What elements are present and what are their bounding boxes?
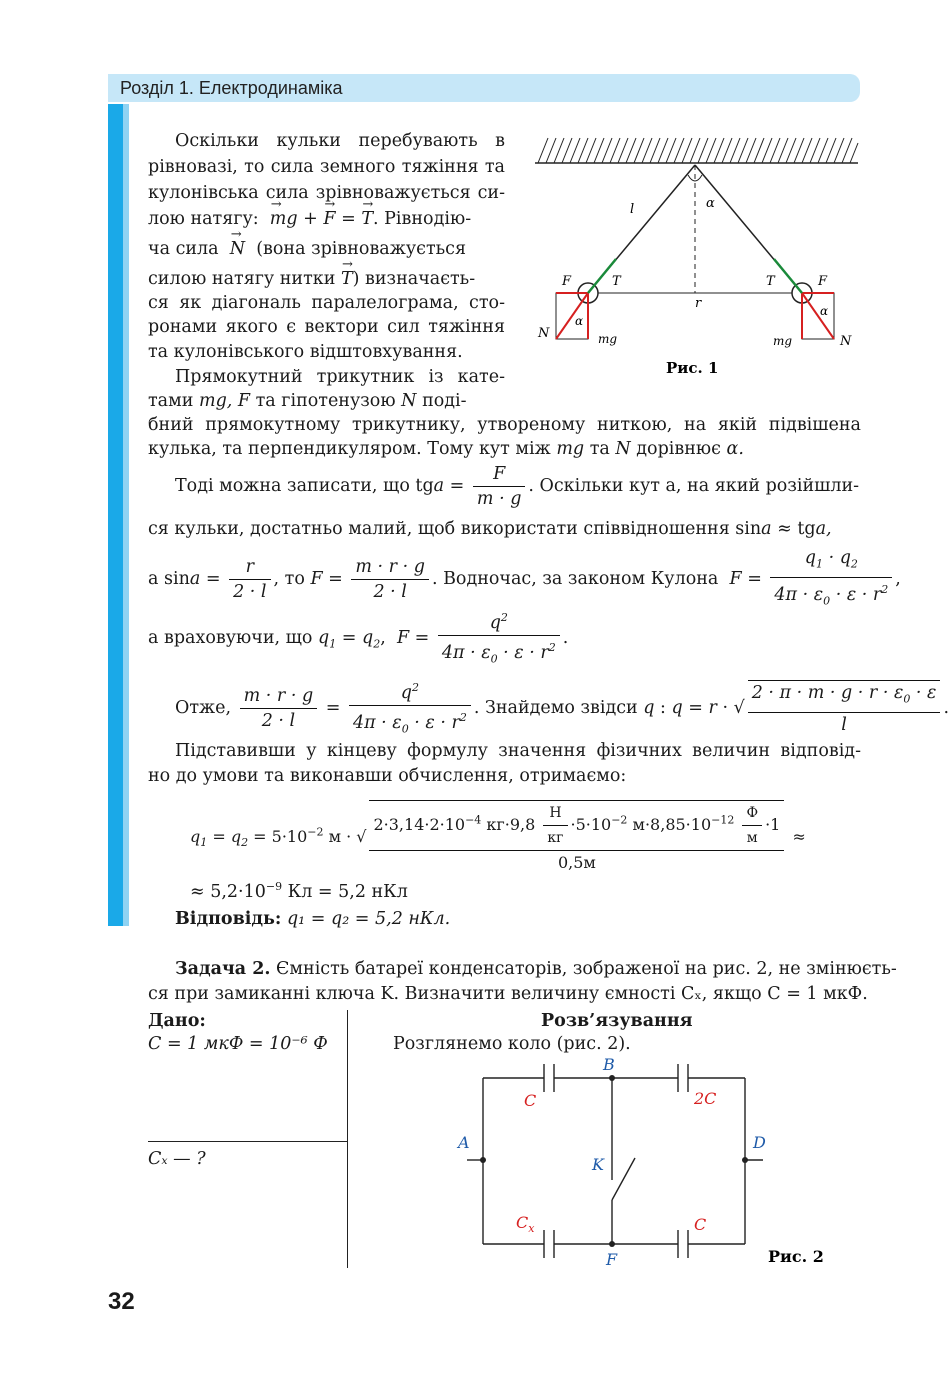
- sidebar-accent-bar-light: [123, 104, 129, 926]
- given-divider-vertical: [347, 1010, 348, 1268]
- formula-coulomb: а враховуючи, що $q_1 = q_2$, F = $\frac{q^2}{4\pi \cdot \varepsilon_0 \cdot \varepsilon \cdot r^2}$ .: [148, 606, 568, 671]
- formula-result-q: Отже, $\frac{m \cdot r \cdot g}{2 \cdot l}$ = $\frac{q^2}{4\pi \cdot \varepsilon_0 \cdot \varepsilon \cdot r^2}$ . Знайдемо звідси q : q = r · √ $\frac{2 \cdot \pi \cdot m \cdot g \cdot r \cdot \varepsilon_0 \cdot \varepsilon}{l}$ .: [175, 676, 949, 741]
- fig1-label-alpha-left: α: [575, 314, 584, 328]
- chapter-header: [108, 74, 860, 102]
- fig1-label-mg-right: mg: [773, 334, 793, 348]
- fig2-cap-top-right: 2C: [694, 1089, 717, 1108]
- para1-line4: лою натягу: → mg + → F = → T. Рівнодію-: [148, 206, 471, 233]
- solution-text: Розглянемо коло (рис. 2).: [393, 1034, 631, 1054]
- task2-line2: ся при замиканні ключа K. Визначити величину ємності Cₓ, якщо C = 1 мкФ.: [148, 984, 868, 1004]
- fig2-node-A: A: [458, 1133, 470, 1152]
- para1-line3: кулонівська сила зрівноважується си-: [148, 183, 505, 203]
- para1-line1: Оскільки кульки перебувають в: [175, 131, 505, 151]
- para3-line7: но до умови та виконавши обчислення, отримаємо:: [148, 766, 627, 786]
- fig1-label-T-left: T: [612, 274, 621, 289]
- task2-line1: Задача 2. Ємність батареї конденсаторів, зображеної на рис. 2, не змінюєть-: [175, 959, 897, 979]
- formula-sin: а sina = $\frac{r}{2 \cdot l}$ , то F = $\frac{m \cdot r \cdot g}{2 \cdot l}$ . Водночас, за законом Кулона F = $\frac{q_1 \cdot q_2}{4\pi \cdot \varepsilon_0 \cdot \varepsilon \cdot r^2}$ ,: [148, 548, 901, 607]
- formula-numeric-result: ≈ $5,2\cdot 10^{-9}$ Кл = 5,2 нКл: [190, 880, 408, 902]
- fig2-node-B: B: [603, 1055, 615, 1074]
- figure-2-circuit: [450, 1050, 860, 1272]
- fig1-label-F-left: F: [562, 274, 572, 289]
- fig2-node-F: F: [606, 1250, 618, 1269]
- fig2-cap-top-left: C: [524, 1091, 537, 1110]
- chapter-title: Розділ 1. Електродинаміка: [120, 78, 343, 98]
- fig1-label-l: l: [630, 202, 635, 217]
- para1-line8: ронами якого є вектори сил тяжіння: [148, 317, 505, 337]
- fig1-label-r: r: [695, 296, 702, 311]
- para2-line3: бний прямокутному трикутнику, утвореному ниткою, на якій підвішена: [148, 415, 861, 435]
- formula-numeric: $q_1 = q_2 = 5\cdot 10^{-2}$ м · √ $2\cdot 3,14\cdot 2\cdot 10^{-4}$ кг·9,8 $\frac{Н}{кг}$ $\cdot 5\cdot 10^{-2}$ $м\cdot 8,85\cdot 10^{-12}$ $\frac{Ф}{м}$ ·1 0,5м ≈: [190, 800, 806, 875]
- solution-title: Розв’язування: [541, 1011, 693, 1031]
- fig2-node-D: D: [753, 1133, 766, 1152]
- page-number: 32: [108, 1288, 135, 1315]
- para3-line6: Підставивши у кінцеву формулу значення фізичних величин відповід-: [175, 741, 861, 761]
- figure-1-pendulum: [530, 135, 860, 385]
- fig1-label-alpha-right: α: [820, 304, 829, 318]
- para1-line2: рівновазі, то сила земного тяжіння та: [148, 157, 505, 177]
- fig1-caption: Рис. 1: [666, 359, 719, 377]
- given-divider-horizontal: [148, 1141, 347, 1142]
- answer: Відповідь: q₁ = q₂ = 5,2 нКл.: [175, 909, 451, 929]
- para2-line1: Прямокутний трикутник із кате-: [175, 367, 505, 387]
- fig1-label-alpha: α: [706, 196, 715, 211]
- find-value: Cₓ — ?: [148, 1149, 206, 1169]
- sidebar-accent-bar: [108, 104, 123, 926]
- given-value: C = 1 мкФ = 10⁻⁶ Ф: [148, 1034, 328, 1054]
- para2-line4: кулька, та перпендикуляром. Тому кут між mg та N дорівнює α.: [148, 439, 744, 459]
- fig2-cap-bottom-left: $C_x$: [516, 1213, 535, 1235]
- fig1-label-mg-left: mg: [598, 332, 618, 346]
- fig1-label-N-left: N: [538, 326, 550, 341]
- fig2-caption: Рис. 2: [768, 1247, 824, 1266]
- para2-line2: тами mg, F та гіпотенузою N поді-: [148, 391, 467, 411]
- fig1-label-F-right: F: [818, 274, 828, 289]
- para1-line5: ча сила → N (вона зрівноважується: [148, 236, 466, 263]
- para1-line9: та кулонівського відштовхування.: [148, 342, 463, 362]
- para3-line2: ся кульки, достатньо малий, щоб використати співвідношення sina ≈ tga,: [148, 519, 832, 539]
- para1-line6: силою натягу нитки → T) визначаєть-: [148, 266, 475, 293]
- fig1-label-N-right: N: [840, 334, 852, 349]
- given-title: Дано:: [148, 1011, 206, 1031]
- fig1-label-T-right: T: [766, 274, 775, 289]
- fig2-switch-K: K: [592, 1155, 604, 1174]
- formula-tg: Тоді можна записати, що tga = $\frac{F}{m \cdot g}$ . Оскільки кут a, на який розійшли-: [175, 464, 860, 509]
- para1-line7: ся як діагональ паралелограма, сто-: [148, 293, 505, 313]
- fig2-cap-bottom-right: C: [694, 1215, 707, 1234]
